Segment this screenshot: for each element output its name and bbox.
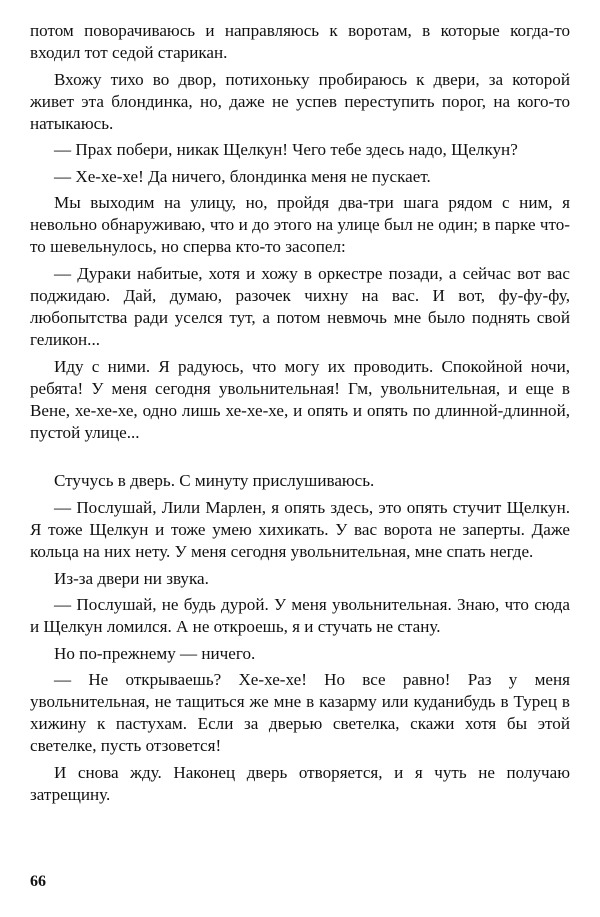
paragraph: Иду с ними. Я радуюсь, что могу их проводить. Спокойной ночи, ребята! У меня сегодня увольнительная! Гм, увольнительная, и еще в Вене, хе-хе-хе, одно лишь хе-хе-хе, и опять и опять по длинной-длинной, пустой улице... [30,356,570,442]
page-number: 66 [30,873,46,890]
paragraph: — Послушай, не будь дурой. У меня увольнительная. Знаю, что сюда и Щелкун ломился. А не откроешь, я и стучать не стану. [30,595,570,637]
paragraph: — Дураки набитые, хотя и хожу в оркестре позади, а сейчас вот вас поджидаю. Дай, думаю, разочек чихну на вас. И вот, фу-фу-фу, любопытства ради уселся тут, а потом невмочь мне было поднять свой геликон... [30,263,570,350]
paragraph: потом поворачиваюсь и направляюсь к воротам, в которые когда-то входил тот седой старикан. [30,21,570,63]
paragraph: — Прах побери, никак Щелкун! Чего тебе здесь надо, Щелкун? [54,140,518,160]
paragraph: Из-за двери ни звука. [54,568,209,588]
paragraph: Но по-прежнему — ничего. [54,643,256,663]
paragraph: Вхожу тихо во двор, потихоньку пробираюсь к двери, за которой живет эта блондинка, но, даже не успев переступить порог, на кого-то натыкаюсь. [30,69,570,133]
paragraph: И снова жду. Наконец дверь отворяется, и я чуть не получаю затрещину. [30,762,570,804]
page-body [30,20,570,810]
section-break [30,448,570,470]
paragraph: — Хе-хе-хе! Да ничего, блондинка меня не пускает. [54,166,431,186]
paragraph: — Не открываешь? Хе-хе-хе! Но все равно! Раз у меня увольнительная, не тащиться же мне в казарму или куданибудь в Турец в хижину к пастухам. Если за дверью светелка, скажи хотя бы этой светелке, пусть отзовется! [30,670,570,756]
paragraph: — Послушай, Лили Марлен, я опять здесь, это опять стучит Щелкун. Я тоже Щелкун и тоже умею хихикать. У вас ворота не заперты. Даже кольца на них нету. У меня сегодня увольнительная, мне спать негде. [30,497,570,562]
paragraph: Мы выходим на улицу, но, пройдя два-три шага рядом с ним, я невольно обнаруживаю, что и до этого на улице был не один; в парке что-то шевельнулось, но сперва кто-то засопел: [30,193,570,257]
paragraph: Стучусь в дверь. С минуту прислушиваюсь. [54,471,375,491]
